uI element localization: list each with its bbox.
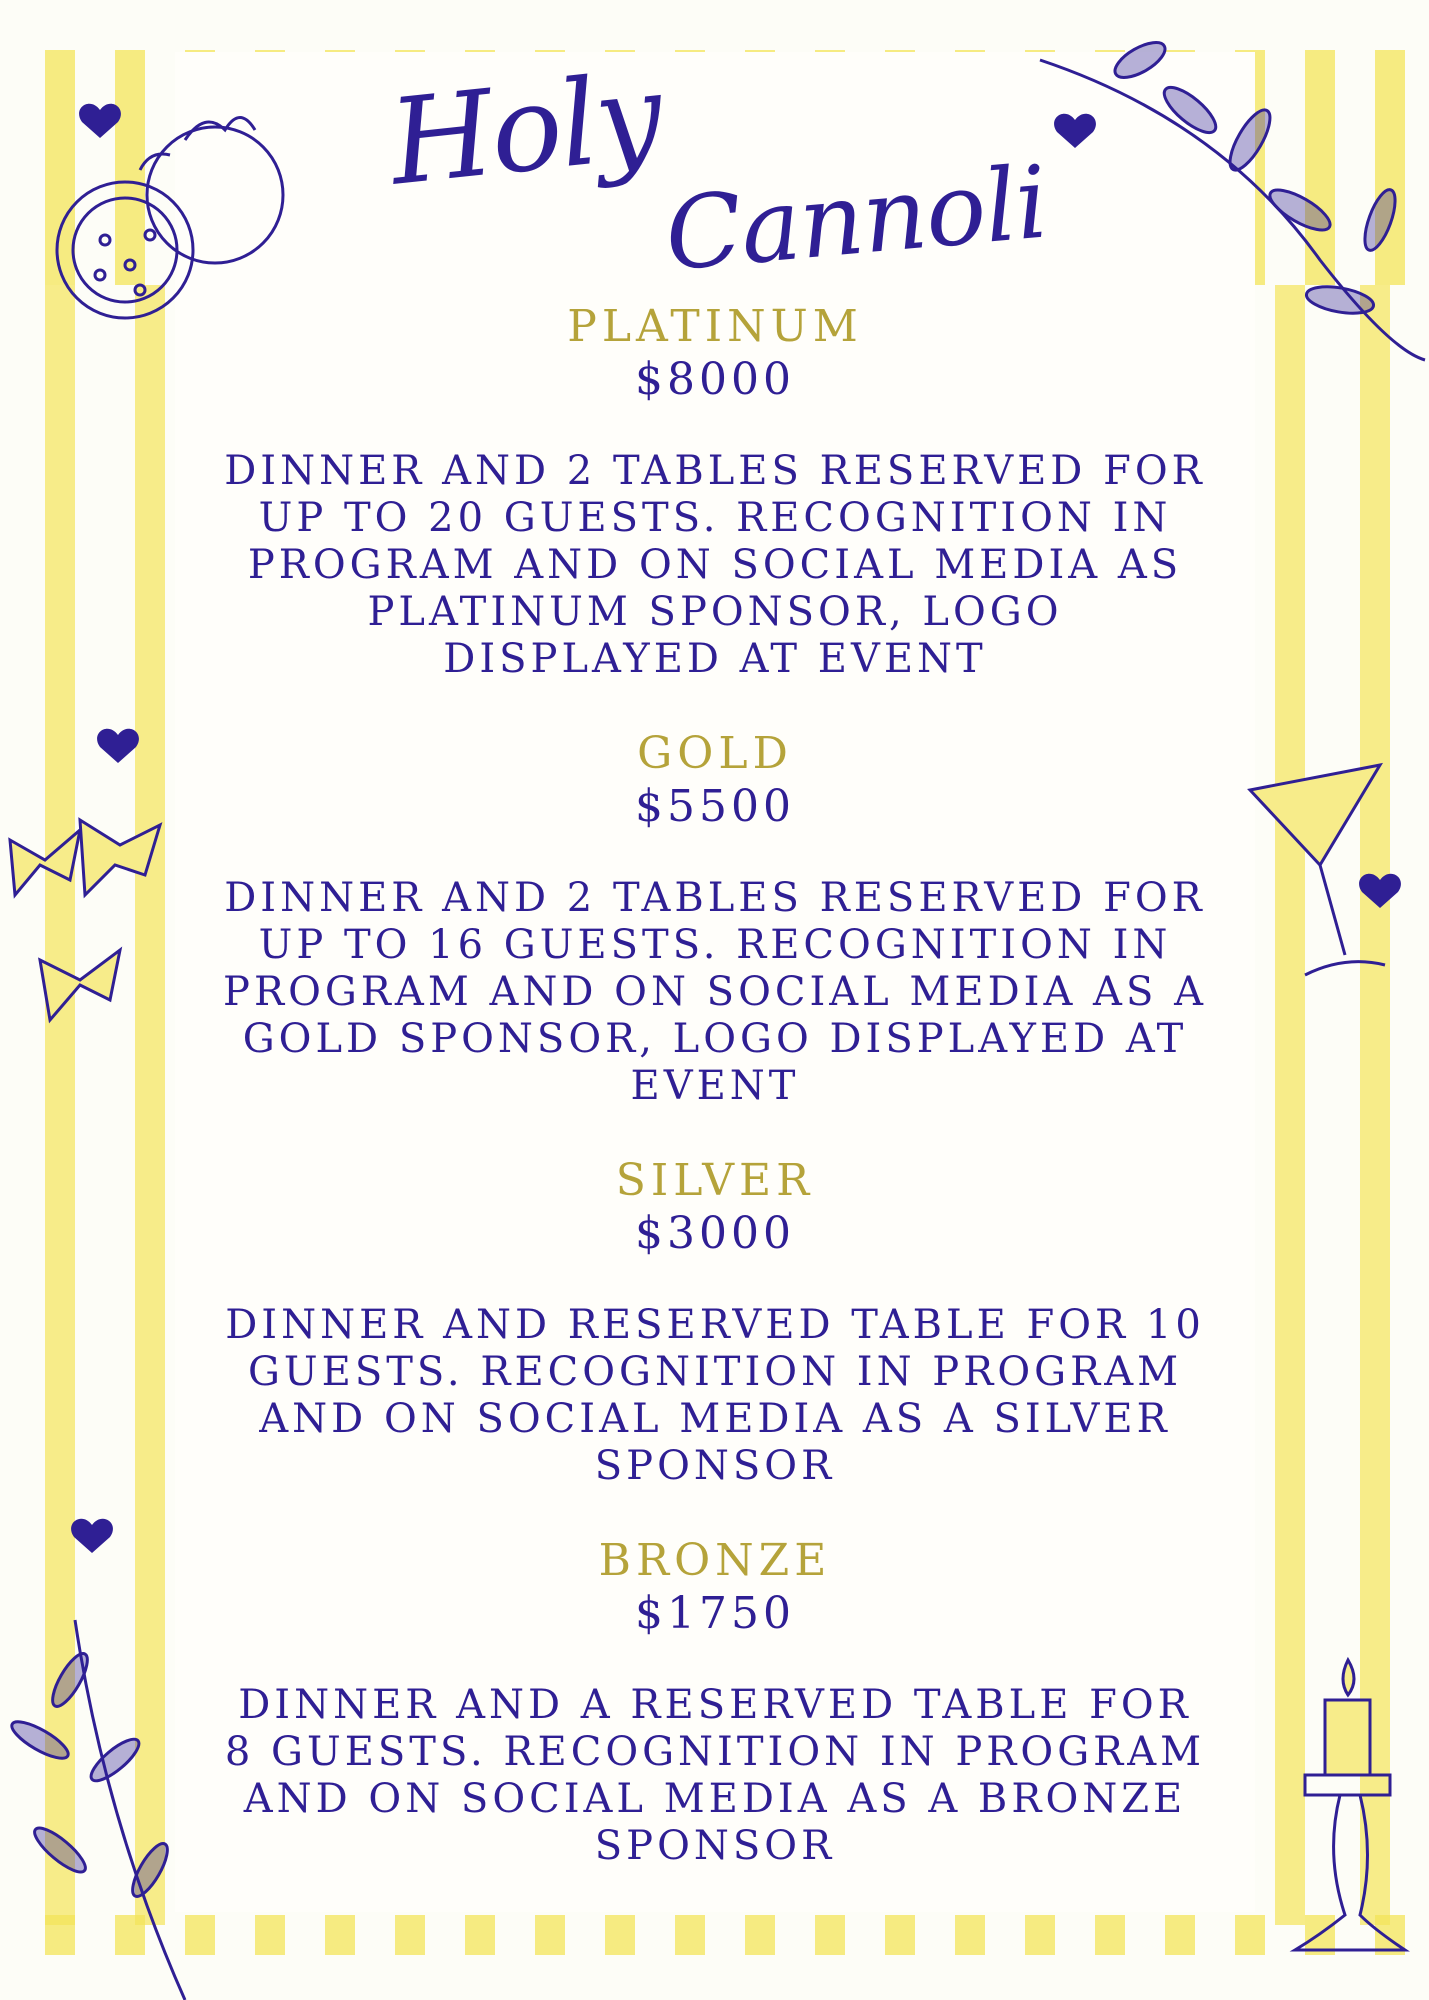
tier-name: SILVER	[615, 1155, 815, 1206]
title-line-1: Holy	[383, 46, 667, 212]
tier-gold	[210, 727, 1220, 1110]
tier-price: $8000	[635, 354, 795, 405]
tomato-icon	[57, 118, 283, 319]
tier-silver	[210, 1154, 1220, 1490]
title-line-2: Cannoli	[660, 143, 1052, 294]
tier-price: $5500	[635, 781, 795, 832]
sponsorship-tiers	[210, 300, 1220, 1914]
martini-glass-icon	[1250, 765, 1385, 975]
olive-branch-icon	[7, 1620, 185, 2000]
tier-name: BRONZE	[598, 1535, 832, 1586]
tier-name: PLATINUM	[567, 301, 863, 352]
tier-description: DINNER AND 2 TABLES RESERVED FOR UP TO 20 GUESTS. RECOGNITION IN PROGRAM AND ON SOCIAL MEDIA AS PLATINUM SPONSOR, LOGO DISPLAYED AT EVENT	[224, 448, 1206, 682]
tier-description: DINNER AND RESERVED TABLE FOR 10 GUESTS. RECOGNITION IN PROGRAM AND ON SOCIAL MEDIA AS A SILVER SPONSOR	[225, 1302, 1205, 1489]
tier-price: $1750	[635, 1588, 795, 1639]
tier-description: DINNER AND A RESERVED TABLE FOR 8 GUESTS. RECOGNITION IN PROGRAM AND ON SOCIAL MEDIA AS A BRONZE SPONSOR	[224, 1682, 1206, 1869]
tier-description: DINNER AND 2 TABLES RESERVED FOR UP TO 16 GUESTS. RECOGNITION IN PROGRAM AND ON SOCIAL MEDIA AS A GOLD SPONSOR, LOGO DISPLAYED AT EVENT	[223, 875, 1207, 1109]
tier-price: $3000	[635, 1208, 795, 1259]
candle-icon	[1295, 1660, 1405, 1950]
bowtie-pasta-icon	[10, 820, 160, 1020]
tier-platinum	[210, 300, 1220, 683]
tier-bronze	[210, 1534, 1220, 1870]
tier-name: GOLD	[637, 728, 793, 779]
